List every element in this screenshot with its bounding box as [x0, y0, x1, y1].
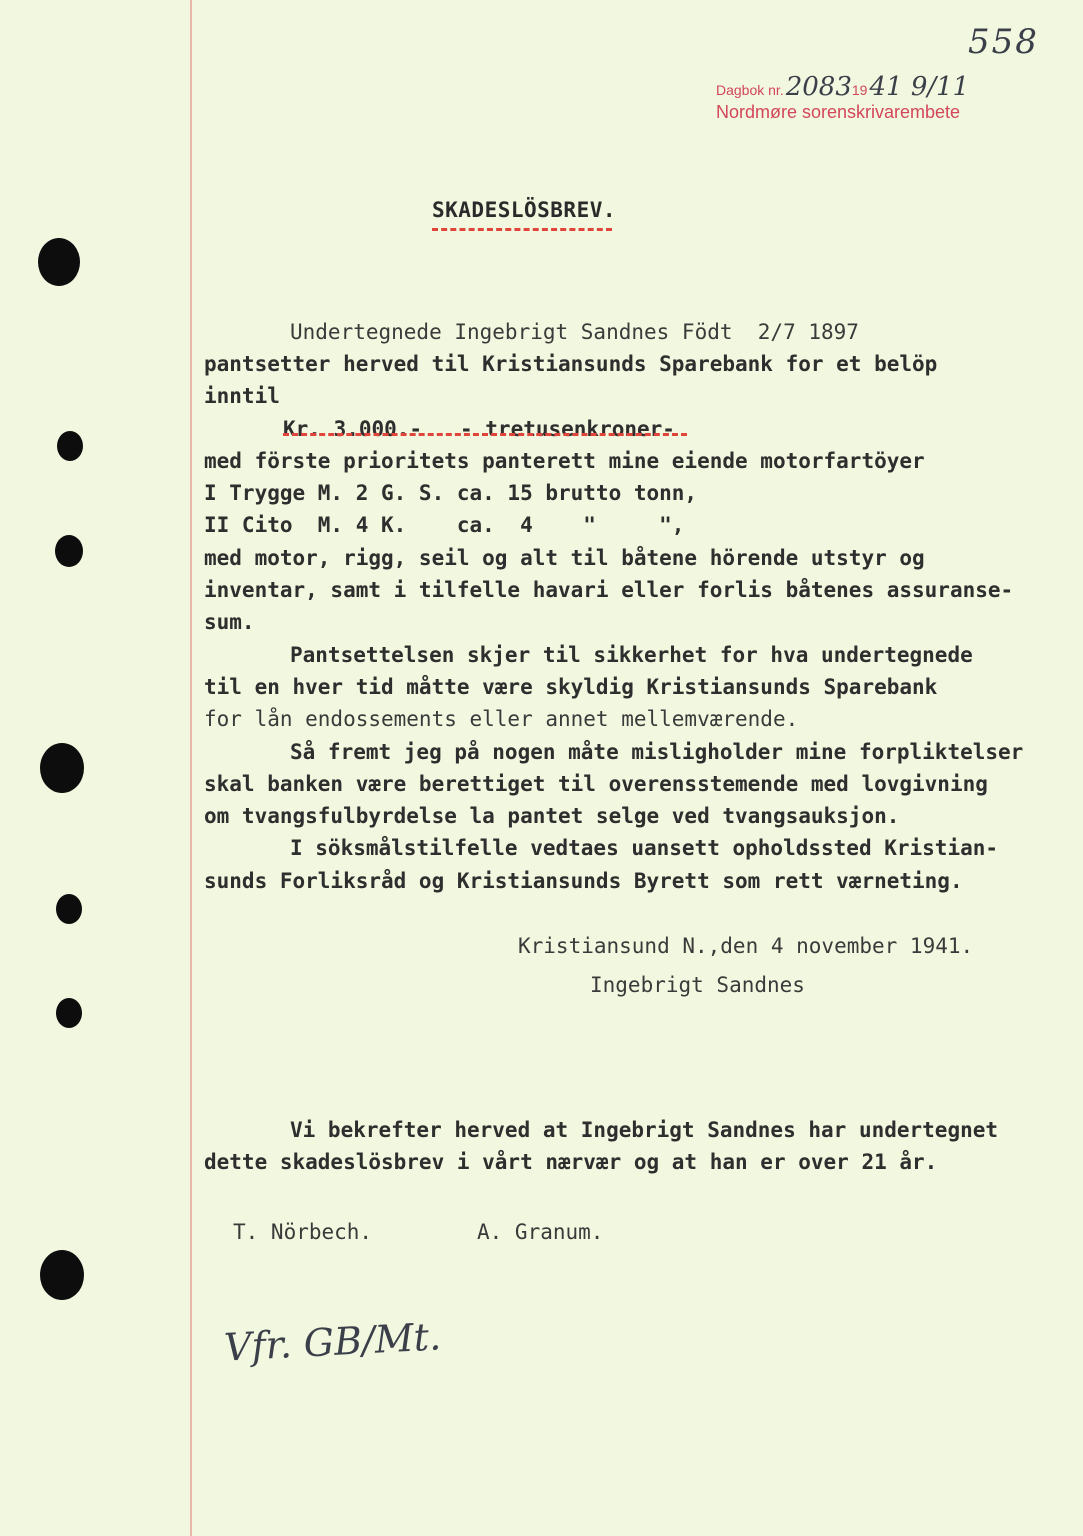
body-line: med motor, rigg, seil og alt til båtene hörende utstyr og [204, 546, 925, 570]
punch-hole [56, 998, 82, 1028]
document-title: SKADESLÖSBREV. [432, 198, 617, 222]
body-line: inntil [204, 384, 280, 408]
title-underline [432, 228, 612, 231]
witness-line: dette skadeslösbrev i vårt nærvær og at han er over 21 år. [204, 1150, 938, 1174]
body-line: II Cito M. 4 K. ca. 4 " ", [204, 513, 685, 537]
punch-hole [40, 743, 84, 793]
punch-hole [56, 894, 82, 924]
page-number: 558 [968, 22, 1039, 62]
body-line: sunds Forliksråd og Kristiansunds Byrett som rett værneting. [204, 869, 963, 893]
body-line: Undertegnede Ingebrigt Sandnes Födt 2/7 1897 [290, 320, 859, 344]
body-line: for lån endossements eller annet mellemværende. [204, 707, 799, 731]
body-line: Så fremt jeg på nogen måte misligholder mine forpliktelser [290, 740, 1024, 764]
stamp-date: 41 9/11 [869, 72, 970, 102]
place-date: Kristiansund N.,den 4 november 1941. [518, 934, 974, 958]
punch-hole [55, 535, 83, 567]
punch-hole [40, 1250, 84, 1300]
body-line: Pantsettelsen skjer til sikkerhet for hva undertegnede [290, 643, 973, 667]
body-line: I Trygge M. 2 G. S. ca. 15 brutto tonn, [204, 481, 698, 505]
handwritten-note: Vfr. GB/Mt. [222, 1314, 443, 1370]
stamp-year-prefix: 19 [851, 82, 868, 98]
amount-line: Kr. 3.000.- - tretusenkroner- [283, 417, 675, 441]
body-line: inventar, samt i tilfelle havari eller forlis båtenes assuranse- [204, 578, 1014, 602]
body-line: med förste prioritets panterett mine eiende motorfartöyer [204, 449, 925, 473]
body-line: om tvangsfulbyrdelse la pantet selge ved tvangsauksjon. [204, 804, 900, 828]
witness-name: T. Nörbech. [233, 1220, 373, 1244]
body-line: skal banken være berettiget til overensstemende med lovgivning [204, 772, 988, 796]
body-line: til en hver tid måtte være skyldig Kristiansunds Sparebank [204, 675, 938, 699]
amount-underline [283, 433, 687, 436]
registry-stamp [716, 72, 969, 123]
margin-line [190, 0, 192, 1536]
body-line: sum. [204, 610, 255, 634]
witness-name: A. Granum. [477, 1220, 604, 1244]
stamp-office: Nordmøre sorenskrivarembete [716, 102, 961, 122]
punch-hole [57, 431, 83, 461]
body-line: pantsetter herved til Kristiansunds Sparebank for et belöp [204, 352, 938, 376]
witness-line: Vi bekrefter herved at Ingebrigt Sandnes har undertegnet [290, 1118, 999, 1142]
signature: Ingebrigt Sandnes [590, 973, 805, 997]
stamp-label: Dagbok nr. [716, 82, 784, 98]
body-line: I söksmålstilfelle vedtaes uansett opholdssted Kristian- [290, 836, 999, 860]
punch-hole [38, 238, 80, 286]
stamp-number: 2083 [785, 72, 852, 102]
